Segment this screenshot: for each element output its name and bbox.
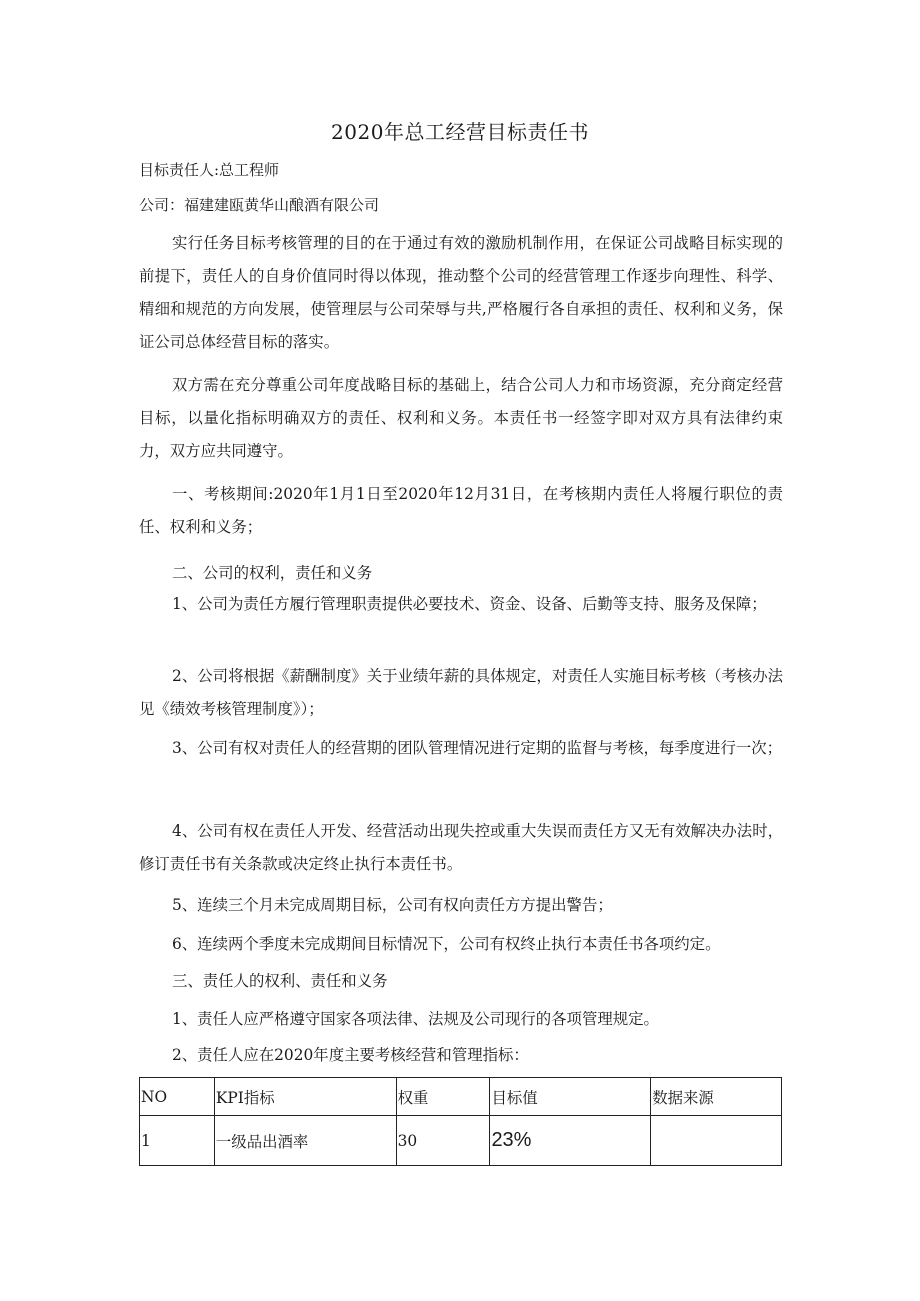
section-2-item-1: 1、公司为责任方履行管理职责提供必要技术、资金、设备、后勤等支持、服务及保障；: [172, 595, 767, 613]
section-2-item-3: 3、公司有权对责任人的经营期的团队管理情况进行定期的监督与考核，每季度进行一次；: [172, 739, 783, 757]
paragraph-agreement: 双方需在充分尊重公司年度战略目标的基础上，结合公司人力和市场资源，充分商定经营目标，以量化指标明确双方的责任、权利和义务。本责任书一经签字即对双方具有法律约束力，双方应共同遵守。: [139, 376, 783, 460]
section-2-item-4: 4、公司有权在责任人开发、经营活动出现失控或重大失误而责任方又无有效解决办法时，修订责任书有关条款或决定终止执行本责任书。: [139, 822, 783, 873]
section-2-item-5: 5、连续三个月未完成周期目标，公司有权向责任方方提出警告；: [172, 896, 613, 914]
header-source: 数据来源: [651, 1078, 782, 1116]
section-2-item-6: 6、连续两个季度未完成期间目标情况下，公司有权终止执行本责任书各项约定。: [172, 935, 721, 953]
document-title: 2020年总工经营目标责任书: [331, 120, 589, 144]
header-kpi: KPI指标: [214, 1078, 396, 1116]
cell-no: 1: [140, 1116, 215, 1166]
header-weight: 权重: [396, 1078, 490, 1116]
cell-target: 23%: [490, 1116, 651, 1166]
table-row: [140, 1116, 782, 1166]
cell-source: [651, 1116, 782, 1166]
company-name: 公司：福建建瓯黄华山酿酒有限公司: [139, 196, 380, 214]
kpi-table: [139, 1077, 782, 1166]
header-target: 目标值: [490, 1078, 651, 1116]
section-3-item-1: 1、责任人应严格遵守国家各项法律、法规及公司现行的各项管理规定。: [172, 1010, 659, 1028]
section-2-item-2: 2、公司将根据《薪酬制度》关于业绩年薪的具体规定，对责任人实施目标考核（考核办法见《绩效考核管理制度》）；: [139, 667, 783, 718]
kpi-table-header-row: [140, 1078, 782, 1116]
section-2-heading: 二、公司的权利，责任和义务: [172, 564, 373, 582]
section-3-heading: 三、责任人的权利、责任和义务: [172, 972, 388, 990]
section-3-item-2: 2、责任人应在2020年度主要考核经营和管理指标：: [172, 1046, 529, 1064]
section-1-period: 一、考核期间:2020年1月1日至2020年12月31日，在考核期内责任人将履行职位的责任、权利和义务；: [139, 485, 783, 536]
paragraph-purpose: 实行任务目标考核管理的目的在于通过有效的激励机制作用，在保证公司战略目标实现的前提下，责任人的自身价值同时得以体现，推动整个公司的经营管理工作逐步向理性、科学、精细和规范的方向发展，使管理层与公司荣辱与共,严格履行各自承担的责任、权利和义务，保证公司总体经营目标的落实。: [139, 234, 783, 351]
header-no: NO: [140, 1078, 215, 1116]
responsible-person: 目标责任人:总工程师: [139, 161, 280, 179]
cell-kpi: 一级品出酒率: [214, 1116, 396, 1166]
cell-weight: 30: [396, 1116, 490, 1166]
